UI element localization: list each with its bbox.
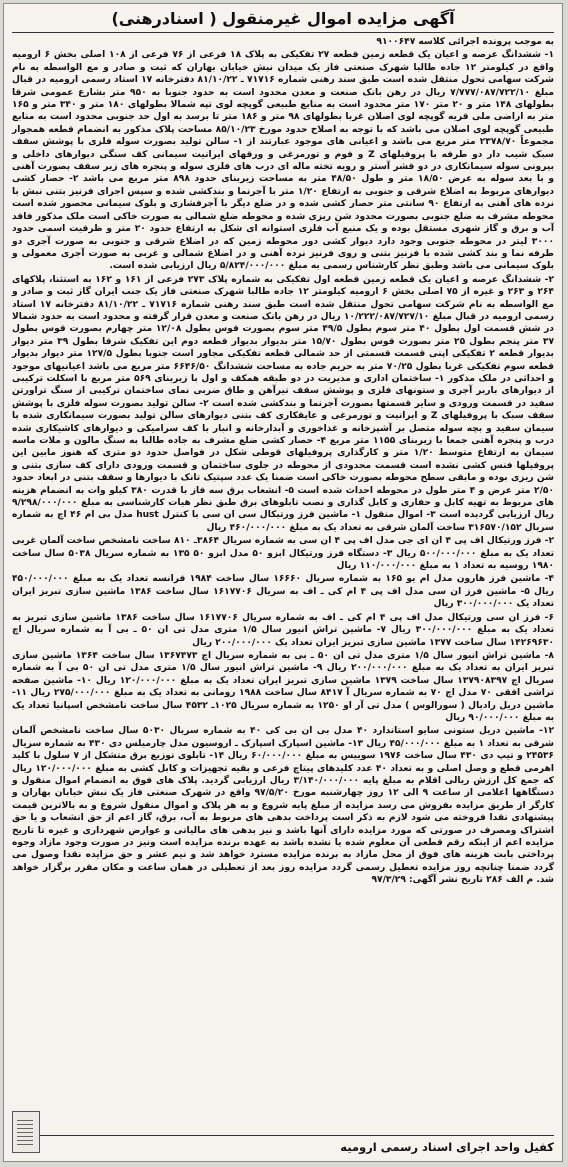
notice-paragraph: ۸- ماشین تراش انیور سال ۱/۵ متری مدل تی ان ۵۰ ـ بی به شماره سریال اچ ۱۳۶۷۴۷۳ سال ساخت ۱۳۶۴ ماشین سازی تبریز ایران به تعداد یک به مبلغ ۲۰۰/۰۰۰/۰۰۰ ریال ۹- ماشین تراش انیور سال ۱/۵ متری مدل تی ان ۵۰ بی آ به شماره سریال اچ ۱۳۷۹۰۸۳۹۷ سال ساخت ۱۳۷۹ ماشین سازی تبریز ایران تعداد یک به مبلغ ۱۲۰/۰۰۰/۰۰۰ ریال ۱۰- ماشین صفحه تراشی افقی ۷۰ مدل اچ ۷۰ به شماره سریال آ ۸۴۱۷ سال ساخت ۱۹۸۸ رومانی به تعداد یک به مبلغ ۲۷۵/۰۰۰/۰۰۰ ریال ۱۱- ماشین دریل رادیال ( سورالوس ) مدل تی آر او ۱۲۵۰ به شماره سریال ۱۰۲۵ـ ۴۵۳۲ سال ساخت نامشخص اسپانیا تعداد یک به مبلغ ۹۰/۰۰۰/۰۰۰ ریال [12,650,554,723]
signature-line: کفیل واحد اجرای اسناد رسمی ارومیه [340,1140,554,1154]
notice-body [12,36,554,887]
barcode-lines [17,1117,33,1145]
notice-title: آگهی مزایده اموال غیرمنقول ( اسنادرهنی) [111,9,455,28]
title-divider [12,32,554,33]
notice-paragraph: ۴- ماشین فرز هارون مدل ام یو ۱۶۵ به شماره سریال ۱۶۶۶۰ سال ساخت ۱۹۸۴ فرانسه تعداد یک به مبلغ ۴۵۰/۰۰۰/۰۰۰ ریال ۵- ماشین فرز ان سی مدل اف پی ۴ ام کی ـ اف به سریال ۱۶۱۷۷۰۶ سال ساخت ۱۳۸۶ ماشین سازی تبریز ایران تعداد یک ۳۰۰/۰۰۰/۰۰۰ ریال [12,574,554,610]
notice-paragraph: ۱۲- ماشین دریل ستونی سایو استاندارد ۴۰ مدل بی ان بی کی ۴۰ به شماره سریال ۵۰۳۰ سال ساخت نامشخص آلمان شرقی به تعداد ۱ به مبلغ ۴۵/۰۰۰/۰۰۰ ریال ۱۳- ماشین اسپارک اسپارک ـ اروسیون مدل چارمیلس دی ۴۳۰ به شماره سریال ۲۴۵۳۶ و تیپ دی ۴۳۰ سال ساخت ۱۹۷۶ سوییس به مبلغ ۶۰/۰۰۰/۰۰۰ ریال ۱۴- تابلوی توزیع برق متشکل از ۷ سلول با کلید اهرمی قطع و وصل اصلی و به تعداد ۴۰ عدد کلیدهای پیتاچ فرعی و بقیه تجهیزات و کابل کشی به مبلغ ۱۲۰/۰۰۰/۰۰۰ ریال که جمع کل ارزش ریالی اقلام به مبلغ پایه ۳/۱۴۰/۰۰۰/۰۰۰ ریال ارزیابی گردید. پلاک های فوق به انضمام اموال منقول و دستگاهها اعلامی از ساعت ۹ الی ۱۲ روز چهارشنبه مورخ ۹۷/۵/۲۰ واقع در شهرک صنعتی فاز یک نبش خیابان بهاران و کارگر از طریق مزایده بفروش می رسد مزایده از مبلغ پایه شروع و به هر پلاک و اموال منقول شروع و به بالاترین قیمت پیشنهادی نقدا فروخته می شود لازم به ذکر است پرداخت بدهی های مربوط به آب، برق، گاز اعم از حق انشعاب و یا حق اشتراک ومصرف در صورتی که مورد مزایده دارای آنها باشد و نیز بدهی های مالیاتی و عوارض شهرداری و غیره تا تاریخ مزایده اعم از اینکه رقم قطعی آن معلوم شده یا نشده باشد به عهده برنده مزایده است ونیز در صورت وجود مازاد وجوه پرداختی بابت هزینه های فوق از محل مازاد به برنده مزایده مسترد خواهد شد و نیم عشر و حق مزایده نقدا وصول می گردد ضمنا چنانچه روز مزایده تعطیل رسمی گردد مزایده روز بعد از تعطیلی در همان ساعت و مکان مقرر برگزار خواهد شد. م الف ۲۸۶ تاریخ نشر آگهی: ۹۷/۳/۲۹ [12,726,554,886]
barcode-stamp-icon [12,1111,40,1153]
auction-notice [3,3,563,1162]
notice-paragraph: ۲- فرز ورتیکال اف پی ۴ ان ای جی مدل اف پی ۴ ان سی به شماره سریال ۳۸۶۴ـ ۸۱۰ ساخت نامشخص ساخت آلمان غربی تعداد یک به مبلغ ۵۰۰/۰۰۰/۰۰۰ ریال ۳- دستگاه فرز ورتیکال ابزو ۵۰ مدل ابزو ۵۰ ۱۳۵ به شماره سریال ۵۰۳۸ سال ساخت ۱۹۸۰ روسیه به تعداد ۱ به مبلغ ۱۱۰/۰۰۰/۰۰۰ ریال [12,536,555,572]
notice-paragraph: ۶- فرز ان سی ورتیکال مدل اف پی ۴ ام کی ـ اف به شماره سریال ۱۶۱۷۷۰۶ سال ساخت ۱۳۸۶ ماشین سازی تبریز به تعداد یک به مبلغ ۳۰۰/۰۰۰/۰۰۰ ریال ۷- ماشین تراش انیور سال ۱/۵ متری مدل تی ان ۵۰ ـ بی آ به شماره سریال اچ ۱۴۲۶۹۶۳۰ سال ساخت ۱۳۷۷ ماشین سازی تبریز ایران تعداد یک ۲۰۰/۰۰۰/۰۰۰ ریال [12,612,554,648]
notice-paragraph: به موجب پرونده اجرائی کلاسه ۹۱۰۰۶۴۷ [376,37,554,47]
notice-paragraph: ۱- ششدانگ عرصه و اعیان یک قطعه زمین قطعه ۲۷ تفکیکی به پلاک ۱۸ فرعی از ۷۶ فرعی از ۱۰۸ اصلی بخش ۶ ارومیه واقع در کیلومتر ۱۲ جاده طالبا شهرک صنعتی فاز یک میدان نبش خیابان بهاران که ثبت و صادر و مع الواسطه به نام شرکت سهامی تحول منتقل شده است طبق سند رهنی شماره ۷۱۷۱۶ ـ ۸۱/۱۰/۲۲ دفترخانه ۱۷ استاد رسمی ارومیه در قبال مبلغ ۷/۷۷۷/۰۸۷/۷۲۲/۱۰ ریال در رهن بانک صنعت و معدن محدود است به حدود جنوبا به ۹۵۰ متر بشارع عمومی شرقا بطولهای ۱۴۸ متر و ۲۰ متر ۱۷۰ متر محدود است به منابع طبیعی گوپچه لوی تپه شمالا بطولهای ۱۸۰ متر و ۳۴۰ متر و ۱۶۵ متر به اراضی ملی قریه گوپچه لوی اصلان غربا بطولهای ۹۸ متر و ۱۸۶ متر تا برسد به اول حد جنوبی محدود است به منابع طبیعی گوپچه لوی اصلان می باشد که با توجه به اصلاح حدود مورخ ۸۵/۱۰/۲۳ مساحت پلاک مذکور به انضمام قطعه همجوار مجموعاً ۲۳۷۸/۷۰ متر مربع می باشد و اعیانی های موجود عبارتند از ۱- سالن تولید بصورت سوله فلزی با پوشش سقف سبک شیب دار دو طرفه با پروفیلهای Z و فوم و تورمرغی و ورقهای ایرانیت سیمانی کف سنگی دیوارهای داخلی و بیرونی سوله سیمانکاری در دو قشر آستر و رویه تخته ماله ای درب های فلزی سوله و پنجره های زیر سقف بصورت آهنی و با بعد سوله به عرض ۱۸/۵۰ متر و طول ۴۸/۵۰ متر به مساحت زیربنای حدود ۸۹۸ متر مربع می باشد ۲- حصار کشی دیوارهای مربوط به اضلاع شرقی و جنوبی به ارتفاع ۱/۲۰ متر با آجرنما و بندکشی شده و سپس اجرای فرنیز بتنی نبش با نرده های آهنی به ارتفاع ۹۰ سانتی متر حصار کشی شده و در ضلع دیگر با آجرفشاری و بلوک سیمانی محصور شده است محوطه مشرف به ضلع جنوبی بصورت محدود شن ریزی شده و محوطه ضلع شمالی به صورت خاکی است ملک مذکور فاقد آب و برق و گاز شهری مستقل بوده و یک منبع آب فلزی استوانه ای شکل به ارتفاع حدود ۲۰ متر و ظرفیت اسمی حدود ۳۰۰۰ لیتر در محوطه جنوبی وجود دارد دیوار کشی دور محوطه زمین که در اضلاع شرقی و جنوبی به صورت آجری دو طرفه نما و بند کشی شده با فرنیز بتنی و روی فرنیز نرده آهنی و در اضلاع شمالی و غربی به صورت آجری معمولی و بلوک سیمانی می باشد وطبق نظر کارشناس رسمی به مبلغ ۵/۸۲۴/۰۰۰/۰۰۰ ریال ارزیابی شده است. [12,50,555,272]
notice-paragraph: ۲- ششدانگ عرصه و اعیان یک قطعه زمین قطعه اول تفکیکی به شماره پلاک ۲۷۳ فرعی از ۱۶۱ و ۱۶۲ به استثنا، پلاکهای ۲۶۴ و ۲۶۳ و غیره از ۷۵ اصلی بخش ۶ ارومیه کیلومتر ۱۲ جاده طالبا شهرک صنعتی فاز یک جنب ایران گاز ثبت و صادر و مع الواسطه به نام شرکت سهامی تحول منتقل شده است طبق سند رهنی شماره ۷۱۷۱۶ ـ ۸۱/۱۰/۲۲ دفترخانه ۱۷ استاد رسمی ارومیه در قبال مبلغ ۱۰/۲۲۲/۰۸۷/۷۲۷/۱۰ ریال در رهن بانک صنعت و معدن قرار گرفته و محدود است به حدود شمالا در شش قسمت اول بطول ۴۰ متر سوم بطول ۴۹/۵ متر سوم بصورت قوس بطول ۱۲/۰۸ متر چهارم بصورت قوس بطول ۳۷ متر پنجم بطول ۲۵ متر بصورت قوس بطول ۱۵/۷۰ متر بدیوار بدیوار قطعه دوم این تفکیک شرقا بطول ۳۹ متر دیوار بدیوار قطعه ۲ تفکیکی اپنی قسمت قسمتی از حد شمالی قطعه تفکیکی مجاور است جنوبا بطول ۱۲۷/۵ متر دیوار بدیوار قطعه سوم تفکیکی غربا بطول ۷۰/۲۵ متر به حریم جاده به مساحت ششدانگ ۶۶۴۶/۵۰ متر مربع می باشد اعیانیهای موجود و احداثی در ملک مذکور ۱- ساختمان اداری و مدیریت در دو طبقه همکف و اول با زیربنای ۵۶۹ متر مربع با اسکلت ترکیبی از دیوارهای باربر آجری و ستونهای فلزی و پوشش سقف تیرآهن و طاق ضربی نمای ساختمان ترکیبی از سنگ تراورتن سفید در قسمت ورودی و سایر قسمتها بصورت آجرنما و بندکشی شده است ۲- سالن تولید بصورت سوله فلزی با پوشش سقف سبک با پروفیلهای Z و ایرانیت و تورمرغی و عایقکاری کف بتنی دیوارهای سالن تولید بصورت سیمانکاری شده با سیمان سفید و بچه سوله متصل بر آشپزخانه و غذاخوری و آبدارخانه و انبار با کف سرامیکی و دیوارهای کاشیکاری شده درب و پنجره آهنی جمعا با زیربنای ۱۱۵۵ متر مربع ۴- حصار کشی ضلع مشرف به جاده طالبا به سنگ مالون و ملات ماسه سیمان به ارتفاع متوسط ۱/۲۰ متر و کارگذاری پروفیلهای قوطی شکل در فواصل حدود دو متری که هنوز مابین این پروفیلها فنس کشی نشده است قسمت محدودی از محوطه در جلوی ساختمان و قسمت ورودی دارای کف سازی بتنی و شن ریزی بوده و مابقی سطح محوطه بصورت خاکی است ضمنا یک عدد سپتیک تانک با دیوارها و سقف بتنی در ابعاد حدود ۲/۵۰ متر عرض و ۴ متر طول در محوطه احداث شده است ۵- انشعاب برق سه فاز با قدرت ۳۸۰ کیلو وات به انضمام هزینه های مربوط به تهیه کابل و حفاری و کابل گذاری و نصب تابلوهای برق طبق نظر هیات کارشناسی به مبلغ ۹/۲۹۸/۰۰۰/۰۰۰ ریال ارزیابی گردیده است ۳- اموال منقول ۱- ماشین فرز ورتیکال سی ان سی با کنترل hust مدل بی ام ۴۶ اچ به شماره سریال ۳۱۶۵۷۰/۱۵۲ ساخت آلمان شرقی به تعداد یک به مبلغ ۴۶۰/۰۰۰/۰۰۰ ریال [12,274,555,533]
notice-footer [12,1135,554,1155]
